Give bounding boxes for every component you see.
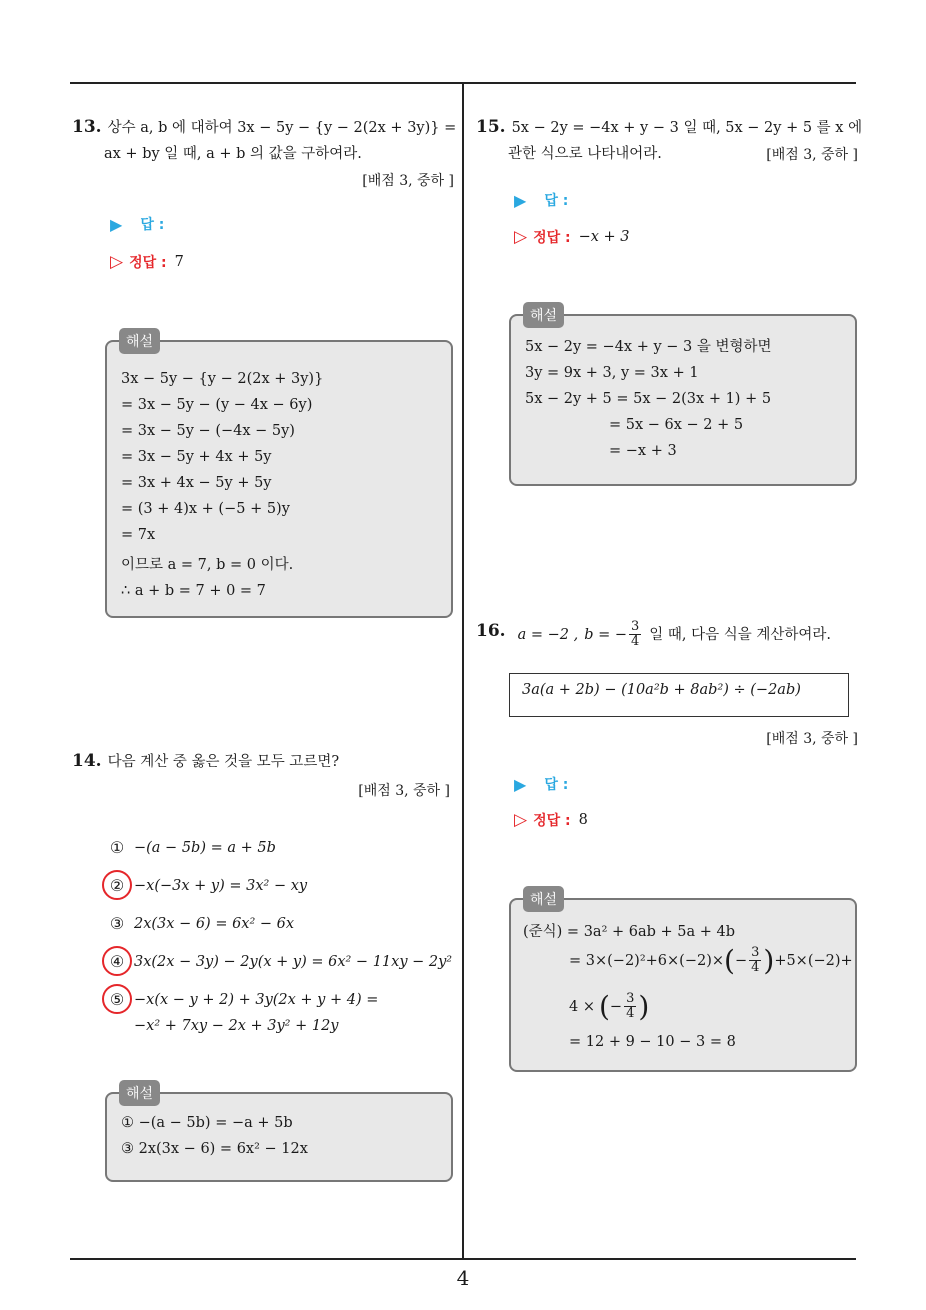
column-divider [462, 82, 464, 1260]
triangle-icon: ▶ [514, 190, 527, 210]
fraction: $\frac{3}{4}$ [751, 945, 760, 975]
solution-line: 3y = 9x + 3, y = 3x + 1 [525, 365, 699, 381]
solution-line: = 12 + 9 − 10 − 3 = 8 [569, 1034, 736, 1050]
choice-mark: ① [109, 838, 125, 857]
question-13 [72, 114, 456, 167]
choice-expr: −x(−3x + y) = 3x² − xy [134, 877, 308, 894]
paren: ( [724, 944, 735, 977]
answer-label: 답 : [544, 777, 569, 793]
condition-b: b = − [584, 626, 627, 643]
solution-line [569, 990, 649, 1023]
selected-circle-icon [102, 984, 132, 1014]
expression-box: 3a(a + 2b) − (10a²b + 8ab²) ÷ (−2ab) [509, 673, 849, 717]
choice-expr: −x(x − y + 2) + 3y(2x + y + 4) = [134, 991, 379, 1008]
solution-box [509, 308, 857, 486]
choice-1[interactable] [108, 838, 276, 857]
fraction: $\frac{3}{4}$ [626, 991, 635, 1021]
score-label: [배점 3, 중하 ] [766, 731, 858, 747]
page-number: 4 [456, 1266, 470, 1290]
question-text: 다음 계산 중 옳은 것을 모두 고르면? [107, 754, 340, 770]
solution-line: = 5x − 6x − 2 + 5 [609, 417, 744, 433]
solution-lines [121, 366, 323, 604]
solution-line: ③ 2x(3x − 6) = 6x² − 12x [121, 1141, 308, 1157]
solution-line: 3x − 5y − {y − 2(2x + 3y)} [121, 371, 324, 387]
paren: ) [763, 944, 775, 977]
score-label: [배점 3, 중하 ] [358, 783, 450, 799]
solution-line: = 3x + 4x − 5y + 5y [121, 475, 272, 491]
choice-mark: ③ [109, 914, 125, 933]
answer-label: 답 : [544, 193, 569, 209]
solution-text: +5×(−2)+ [774, 952, 853, 969]
question-14 [72, 748, 456, 775]
solution-line: 5x − 2y + 5 = 5x − 2(3x + 1) + 5 [525, 391, 772, 407]
solution-line: = −x + 3 [609, 443, 677, 459]
question-text-line1: 상수 a, b 에 대하여 3x − 5y − {y − 2(2x + 3y)} = [107, 120, 457, 136]
solution-lines [525, 334, 772, 464]
solution-text: = 3×(−2)²+6×(−2)× [569, 952, 724, 969]
solution-line: = 7x [121, 527, 156, 543]
paren: ) [638, 990, 650, 1023]
question-number: 14. [72, 751, 102, 771]
condition-tail: 일 때, 다음 식을 계산하여라. [649, 626, 832, 643]
question-text-line1: 5x − 2y = −4x + y − 3 일 때, 5x − 2y + 5 를 x 에 [511, 120, 863, 136]
choice-expr: 3x(2x − 3y) − 2y(x + y) = 6x² − 11xy − 2y² [134, 953, 453, 970]
triangle-icon: ▶ [110, 214, 123, 234]
correct-label: 정답 : [533, 230, 571, 246]
answer-label: 답 : [140, 217, 165, 233]
solution-box [105, 334, 453, 618]
question-number: 16. [476, 621, 506, 641]
bottom-rule [70, 1258, 856, 1260]
choice-mark: ② [108, 876, 126, 895]
correct-label: 정답 : [533, 813, 571, 829]
choice-mark: ⑤ [108, 990, 126, 1009]
solution-tag: 해설 [523, 886, 564, 912]
question-number: 15. [476, 117, 506, 137]
solution-line: ∴ a + b = 7 + 0 = 7 [121, 583, 266, 599]
choice-expr: 2x(3x − 6) = 6x² − 6x [134, 915, 295, 932]
solution-box [105, 1086, 453, 1182]
solution-line: 이므로 a = 7, b = 0 이다. [121, 557, 294, 573]
solution-text: 4 × [569, 998, 595, 1015]
solution-line: 5x − 2y = −4x + y − 3 을 변형하면 [525, 339, 772, 355]
selected-circle-icon [102, 870, 132, 900]
solution-tag: 해설 [119, 328, 160, 354]
solution-line: ① −(a − 5b) = −a + 5b [121, 1115, 293, 1131]
selected-circle-icon [102, 946, 132, 976]
score-label: [배점 3, 중하 ] [362, 173, 454, 189]
fraction: $\frac{3}{4}$ [631, 619, 640, 649]
answer-row [514, 190, 568, 210]
correct-value: 7 [174, 254, 184, 270]
question-text-line2: 관한 식으로 나타내어라. [508, 146, 662, 162]
question-text-line2: ax + by 일 때, a + b 의 값을 구하여라. [104, 146, 362, 162]
minus-sign: − [734, 952, 748, 969]
correct-answer-row [110, 252, 184, 272]
choice-5[interactable] [108, 990, 378, 1009]
question-16 [476, 620, 860, 649]
paren: ( [598, 990, 610, 1023]
solution-line [569, 944, 853, 977]
score-label: [배점 3, 중하 ] [766, 147, 858, 163]
choice-mark: ④ [108, 952, 126, 971]
hollow-triangle-icon: ▷ [514, 227, 528, 247]
correct-value: −x + 3 [578, 229, 630, 245]
solution-lines [121, 1110, 308, 1162]
correct-answer-row [514, 810, 588, 830]
choice-2[interactable] [108, 876, 307, 895]
hollow-triangle-icon: ▷ [514, 810, 528, 830]
solution-tag: 해설 [523, 302, 564, 328]
choice-4[interactable] [108, 952, 452, 971]
hollow-triangle-icon: ▷ [110, 252, 124, 272]
answer-row [514, 774, 568, 794]
solution-line: (준식) = 3a² + 6ab + 5a + 4b [523, 924, 736, 940]
solution-line: = (3 + 4)x + (−5 + 5)y [121, 501, 290, 517]
choice-expr: −(a − 5b) = a + 5b [134, 839, 276, 856]
solution-line: = 3x − 5y − (−4x − 5y) [121, 423, 295, 439]
minus-sign: − [609, 998, 623, 1015]
condition-a: a = −2 , [517, 626, 579, 643]
solution-tag: 해설 [119, 1080, 160, 1106]
correct-answer-row [514, 227, 630, 247]
question-number: 13. [72, 117, 102, 137]
solution-box [509, 892, 857, 1072]
triangle-icon: ▶ [514, 774, 527, 794]
choice-expr-continued: −x² + 7xy − 2x + 3y² + 12y [134, 1018, 339, 1034]
solution-line: = 3x − 5y − (y − 4x − 6y) [121, 397, 313, 413]
answer-row [110, 214, 164, 234]
choice-3[interactable] [108, 914, 294, 933]
correct-value: 8 [578, 812, 588, 828]
solution-line: = 3x − 5y + 4x + 5y [121, 449, 272, 465]
correct-label: 정답 : [129, 255, 167, 271]
